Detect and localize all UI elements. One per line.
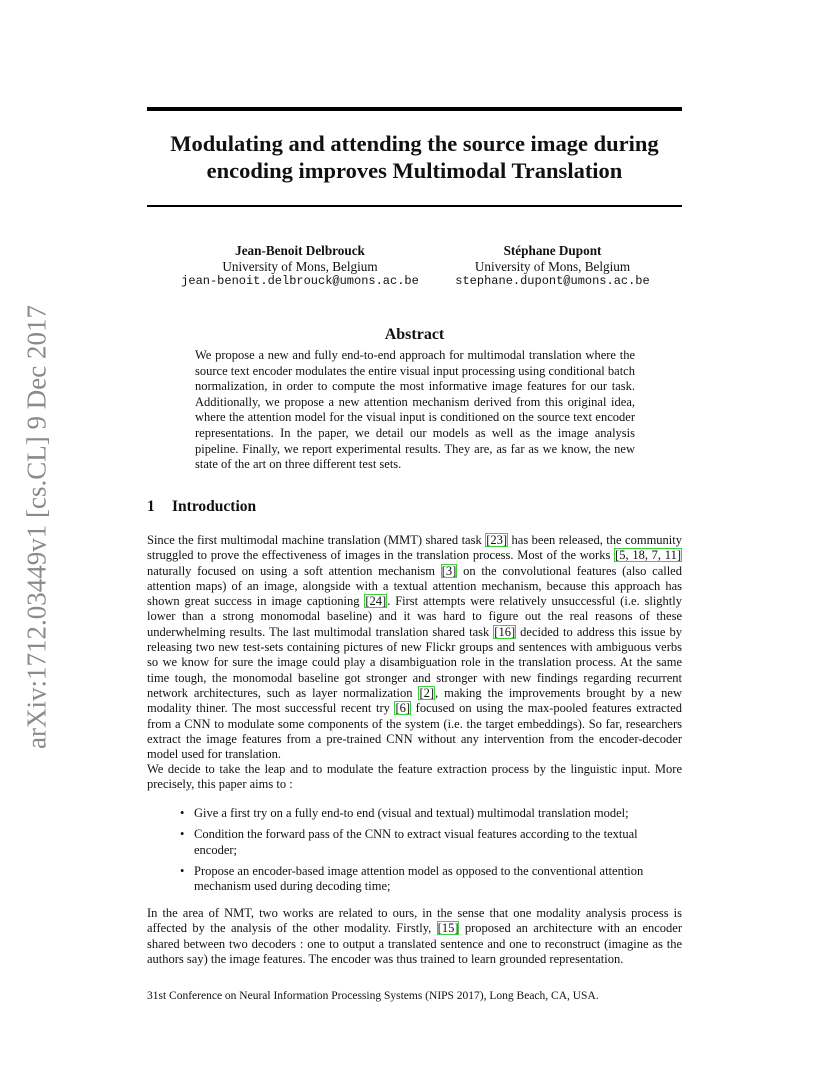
text-run: . First attempts were relatively unsuccessful (i.e. slightly lower than a strong monomodal baseline) and it was hard to figure out the real reasons of these underwhelming results. The last multimodal translation shared task: [147, 594, 682, 639]
author-name: Jean-Benoit Delbrouck: [235, 243, 365, 258]
citation-link[interactable]: [5, 18, 7, 11]: [615, 548, 681, 563]
list-item: • Propose an encoder-based image attention model as opposed to the conventional attention mechanism used during decoding time;: [178, 864, 682, 895]
abstract-heading: Abstract: [384, 326, 445, 343]
text-run: naturally focused on using a soft attention mechanism: [147, 563, 441, 578]
list-item: • Give a first try on a fully end-to end (visual and textual) multimodal translation model;: [178, 806, 682, 821]
author-email[interactable]: jean-benoit.delbrouck@umons.ac.be: [181, 274, 419, 288]
citation-link[interactable]: [16]: [494, 624, 516, 639]
text-run: focused on using the max-pooled features extracted from a CNN to modulate some components of the system (i.e. the target embeddings). So far, researchers extract the image features from a pre-trained CNN without any intervention from the encoder-decoder model used for translation.: [147, 701, 682, 762]
author-block-1: [170, 243, 430, 290]
intro-paragraph-2: We decide to take the leap and to modulate the feature extraction process by the linguistic input. More precisely, this paper aims to :: [147, 762, 682, 792]
intro-paragraph-3: [147, 906, 682, 967]
title-rule-top: [147, 107, 682, 111]
section-heading: [147, 498, 256, 516]
text-run: has been released, the community struggled to prove the effectiveness of images in the translation process. Most of the works: [147, 533, 682, 563]
author-name: Stéphane Dupont: [503, 243, 602, 258]
citation-link[interactable]: [15]: [437, 921, 459, 936]
text-run: , making the improvements brought by a new modality thiner. The most successful recent try: [147, 685, 682, 716]
list-item: • Condition the forward pass of the CNN to extract visual features according to the textual encoder;: [178, 827, 682, 858]
aims-list: [178, 806, 682, 900]
text-run: proposed an architecture with an encoder shared between two decoders : one to output a translated sentence and one to reconstruct (imagine as the authors say) the image features. The encoder was thus trained to learn grounded representation.: [147, 921, 683, 966]
text-run: In the area of NMT, two works are related to ours, in the sense that one modality analysis process is affected by the analysis of the other modality. Firstly,: [147, 906, 682, 936]
citation-link[interactable]: [6]: [395, 701, 411, 716]
text-run: decided to address this issue by releasing two new test-sets containing pictures of new Flickr groups and sentences with ambiguous verbs so we know for sure the image could play a disambiguation role in the translation process. At the same time tough, the monomodal baseline got stronger and stronger with new findings regarding recurrent network architectures, such as layer normalization: [147, 624, 682, 700]
abstract-text: We propose a new and fully end-to-end approach for multimodal translation where the source text encoder modulates the entire visual input processing using conditional batch normalization, in order to compute the most informative image features for our task. Additionally, we propose a new attention mechanism derived from this original idea, where the attention model for the visual input is conditioned on the source text encoder representations. In the paper, we detail our models as well as the image analysis pipeline. Finally, we report experimental results. They are, as far as we know, the new state of the art on three different test sets.: [195, 348, 635, 472]
conference-footnote: 31st Conference on Neural Information Processing Systems (NIPS 2017), Long Beach, CA, USA.: [147, 990, 599, 1002]
author-block-2: [430, 243, 675, 290]
section-number: 1: [147, 498, 155, 515]
citation-link[interactable]: [3]: [441, 563, 457, 578]
intro-paragraph-1: [147, 533, 682, 762]
author-affiliation: University of Mons, Belgium: [474, 258, 631, 274]
author-affiliation: University of Mons, Belgium: [222, 258, 378, 274]
citation-link[interactable]: [24]: [365, 594, 387, 609]
citation-link[interactable]: [2]: [419, 685, 435, 700]
text-run: Since the first multimodal machine translation (MMT) shared task: [147, 533, 486, 547]
arxiv-stamp-text[interactable]: arXiv:1712.03449v1 [cs.CL] 9 Dec 2017: [21, 305, 52, 749]
citation-link[interactable]: [23]: [486, 533, 508, 547]
text-run: on the convolutional features (also called attention maps) of an image, alongside with a textual attention mechanism, because this approach has shown great success in image captioning: [147, 563, 682, 609]
title-rule-bottom: [147, 205, 682, 207]
section-title: Introduction: [172, 498, 257, 515]
arxiv-stamp: [22, 295, 52, 760]
author-email[interactable]: stephane.dupont@umons.ac.be: [455, 274, 650, 288]
paper-title: Modulating and attending the source image during encoding improves Multimodal Translation: [170, 131, 659, 183]
